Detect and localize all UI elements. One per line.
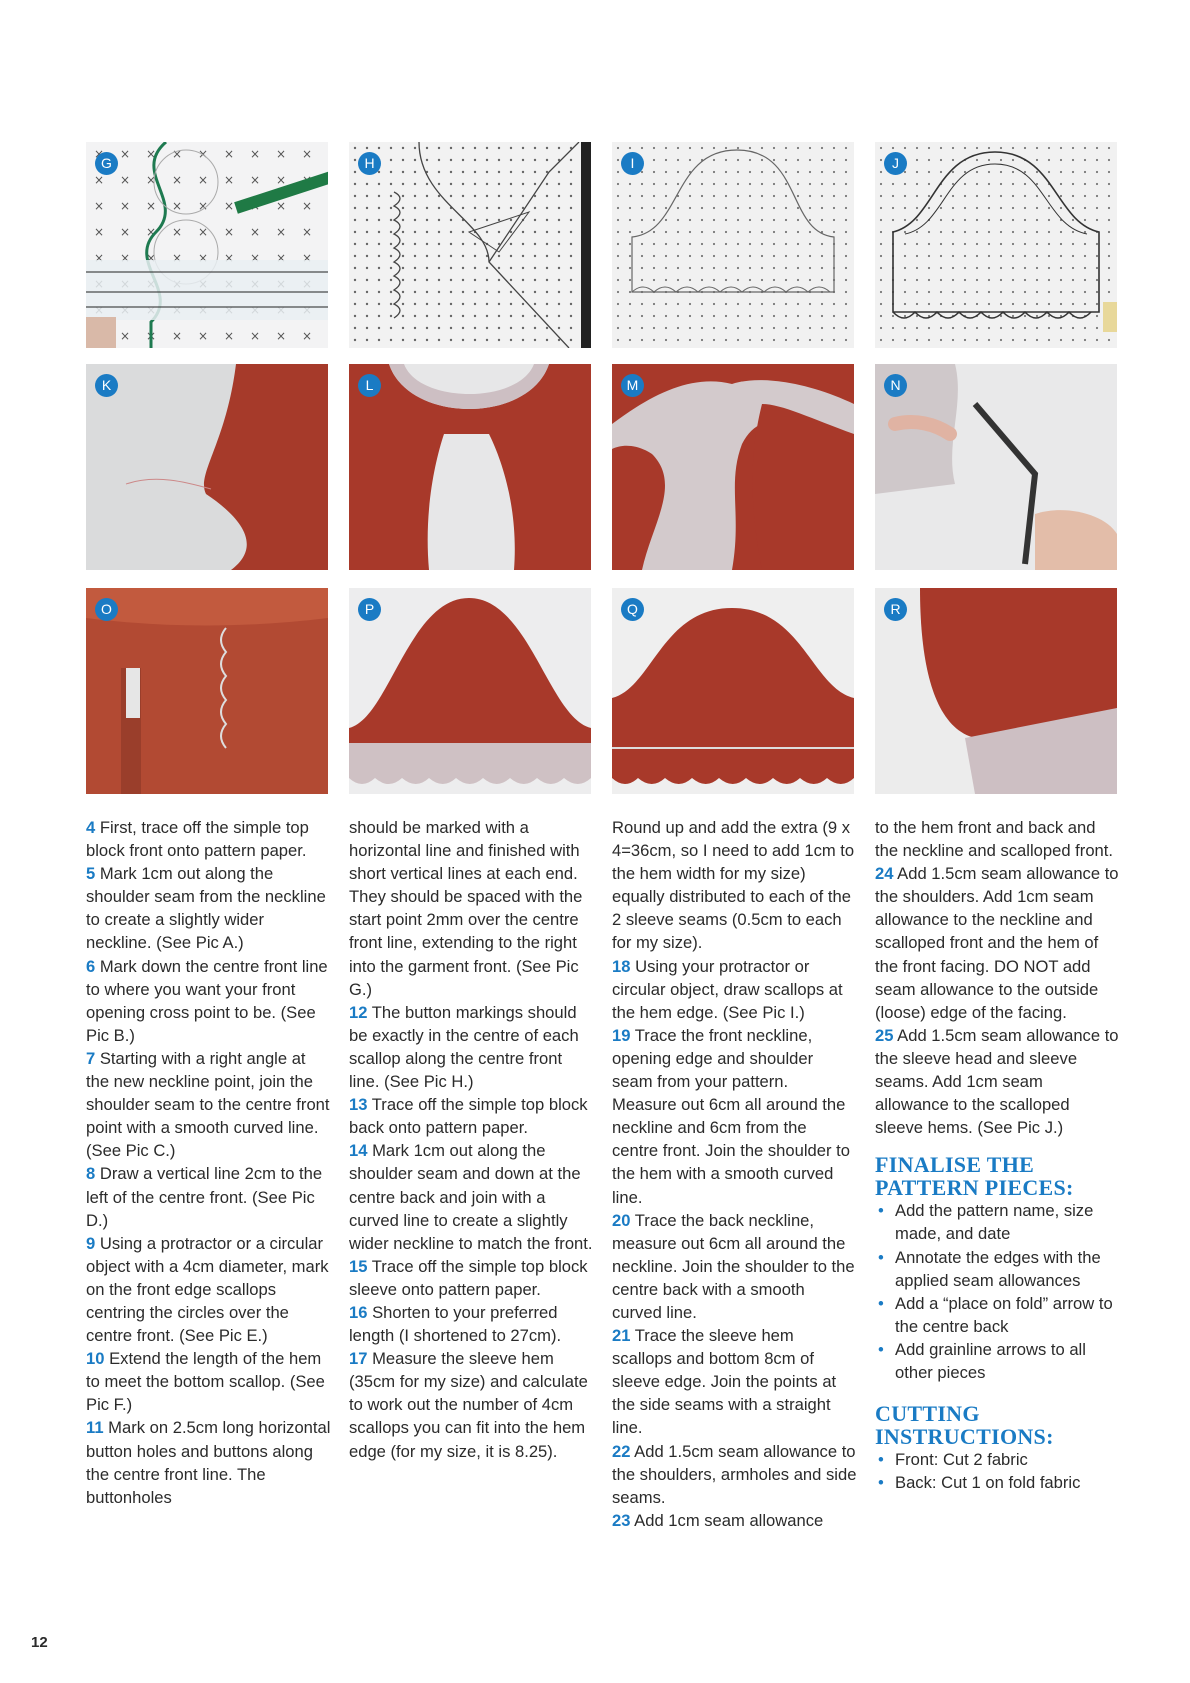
photo-k-image	[86, 364, 328, 570]
step-5: 5 Mark 1cm out along the shoulder seam from the neckline to create a slightly wider neckline. (See Pic A.)	[86, 864, 326, 953]
photo-g	[86, 142, 328, 348]
step-11: 11 Mark on 2.5cm long horizontal button holes and buttons along the centre front line. The buttonholes	[86, 1418, 331, 1507]
step-16: 16 Shorten to your preferred length (I shortened to 27cm).	[349, 1302, 562, 1346]
finalise-heading: FINALISE THE PATTERN PIECES:	[875, 1152, 1074, 1201]
step-14: 14 Mark 1cm out along the shoulder seam and down at the centre back and join with a curved line to create a slightly wider neckline to match the front.	[349, 1141, 593, 1253]
list-item: • Add a “place on fold” arrow to the centre back	[875, 1292, 1120, 1338]
photo-i-image	[612, 142, 854, 348]
text-column-4	[875, 816, 1120, 1494]
photo-n-badge: N	[884, 374, 907, 397]
step-8: 8 Draw a vertical line 2cm to the left of the centre front. (See Pic D.)	[86, 1164, 323, 1230]
list-item: • Add grainline arrows to all other pieces	[875, 1338, 1120, 1384]
photo-o	[86, 588, 328, 794]
photo-p-badge: P	[358, 598, 381, 621]
list-item: • Front: Cut 2 fabric	[875, 1448, 1120, 1471]
photo-p-image	[349, 588, 591, 794]
text-column-2	[349, 816, 594, 1463]
photo-k-badge: K	[95, 374, 118, 397]
step-17: 17 Measure the sleeve hem (35cm for my size) and calculate to work out the number of 4cm scallops you can fit into the hem edge (for my size, it is 8.25).	[349, 1349, 588, 1461]
finalise-list	[875, 1199, 1120, 1384]
step-22: 22 Add 1.5cm seam allowance to the shoulders, armholes and side seams.	[612, 1441, 857, 1507]
step-18: 18 Using your protractor or circular object, draw scallops at the hem edge. (See Pic I.)	[612, 956, 843, 1022]
step-7: 7 Starting with a right angle at the new neckline point, join the shoulder seam to the centre front point with a smooth curved line. (See Pic C.)	[86, 1048, 330, 1161]
photo-m-image	[612, 364, 854, 570]
list-item: • Back: Cut 1 on fold fabric	[875, 1471, 1120, 1494]
photo-o-badge: O	[95, 598, 118, 621]
photo-i-badge: I	[621, 152, 644, 175]
list-item: • Annotate the edges with the applied seam allowances	[875, 1246, 1120, 1292]
photo-n	[875, 364, 1117, 570]
text-column-1	[86, 816, 331, 1509]
photo-m	[612, 364, 854, 570]
photo-l	[349, 364, 591, 570]
photo-j-badge: J	[884, 152, 907, 175]
photo-r-badge: R	[884, 598, 907, 621]
text-column-3	[612, 816, 857, 1532]
photo-n-image	[875, 364, 1117, 570]
photo-q-image	[612, 588, 854, 794]
photo-j-image	[875, 142, 1117, 348]
step-20: 20 Trace the back neckline, measure out 6cm all around the neckline. Join the shoulder to the centre back with a smooth curved line.	[612, 1210, 855, 1322]
page-number: 12	[31, 1634, 48, 1651]
step-11-cont: should be marked with a horizontal line and finished with short vertical lines at each end. They should be spaced with the start point 2mm over the centre front line, extending to the right into the garment front. (See Pic G.)	[349, 818, 583, 999]
photo-h-badge: H	[358, 152, 381, 175]
step-6: 6 Mark down the centre front line to where you want your front opening cross point to be. (See Pic B.)	[86, 956, 328, 1045]
step-23-cont: to the hem front and back and the neckline and scalloped front.	[875, 818, 1114, 861]
photo-k	[86, 364, 328, 570]
photo-q	[612, 588, 854, 794]
photo-o-image	[86, 588, 328, 794]
photo-h	[349, 142, 591, 348]
step-17-cont: Round up and add the extra (9 x 4=36cm, so I need to add 1cm to the hem width for my size) equally distributed to each of the 2 sleeve seams (0.5cm to each for my size).	[612, 818, 855, 953]
step-19: 19 Trace the front neckline, opening edge and shoulder seam from your pattern. Measure out 6cm all around the neckline and 6cm from the centre front. Join the shoulder to the hem with a smooth curved line.	[612, 1025, 850, 1207]
step-25: 25 Add 1.5cm seam allowance to the sleeve head and sleeve seams. Add 1cm seam allowance to the scalloped sleeve hems. (See Pic J.)	[875, 1025, 1119, 1138]
cutting-heading: CUTTING INSTRUCTIONS:	[875, 1401, 1054, 1450]
photo-g-image	[86, 142, 328, 348]
step-4: 4 First, trace off the simple top block front onto pattern paper.	[86, 818, 309, 861]
photo-l-image	[349, 364, 591, 570]
photo-i	[612, 142, 854, 348]
step-21: 21 Trace the sleeve hem scallops and bottom 8cm of sleeve edge. Join the points at the side seams with a straight line.	[612, 1326, 837, 1438]
photo-l-badge: L	[358, 374, 381, 397]
photo-q-badge: Q	[621, 598, 644, 621]
list-item: • Add the pattern name, size made, and date	[875, 1199, 1120, 1245]
step-15: 15 Trace off the simple top block sleeve onto pattern paper.	[349, 1256, 588, 1299]
photo-r-image	[875, 588, 1117, 794]
step-23: 23 Add 1cm seam allowance	[612, 1510, 824, 1530]
step-10: 10 Extend the length of the hem to meet the bottom scallop. (See Pic F.)	[86, 1349, 325, 1415]
photo-m-badge: M	[621, 374, 644, 397]
step-24: 24 Add 1.5cm seam allowance to the shoulders. Add 1cm seam allowance to the neckline and scalloped front and the hem of the front facing. DO NOT add seam allowance to the outside (loose) edge of the facing.	[875, 864, 1119, 1022]
step-9: 9 Using a protractor or a circular object with a 4cm diameter, mark on the front edge scallops centring the circles over the centre front. (See Pic E.)	[86, 1233, 329, 1346]
step-12: 12 The button markings should be exactly in the centre of each scallop along the centre front line. (See Pic H.)	[349, 1002, 579, 1092]
cutting-list	[875, 1448, 1120, 1494]
photo-j	[875, 142, 1117, 348]
photo-h-image	[349, 142, 591, 348]
photo-r	[875, 588, 1117, 794]
photo-p	[349, 588, 591, 794]
photo-g-badge: G	[95, 152, 118, 175]
step-13: 13 Trace off the simple top block back onto pattern paper.	[349, 1095, 588, 1138]
